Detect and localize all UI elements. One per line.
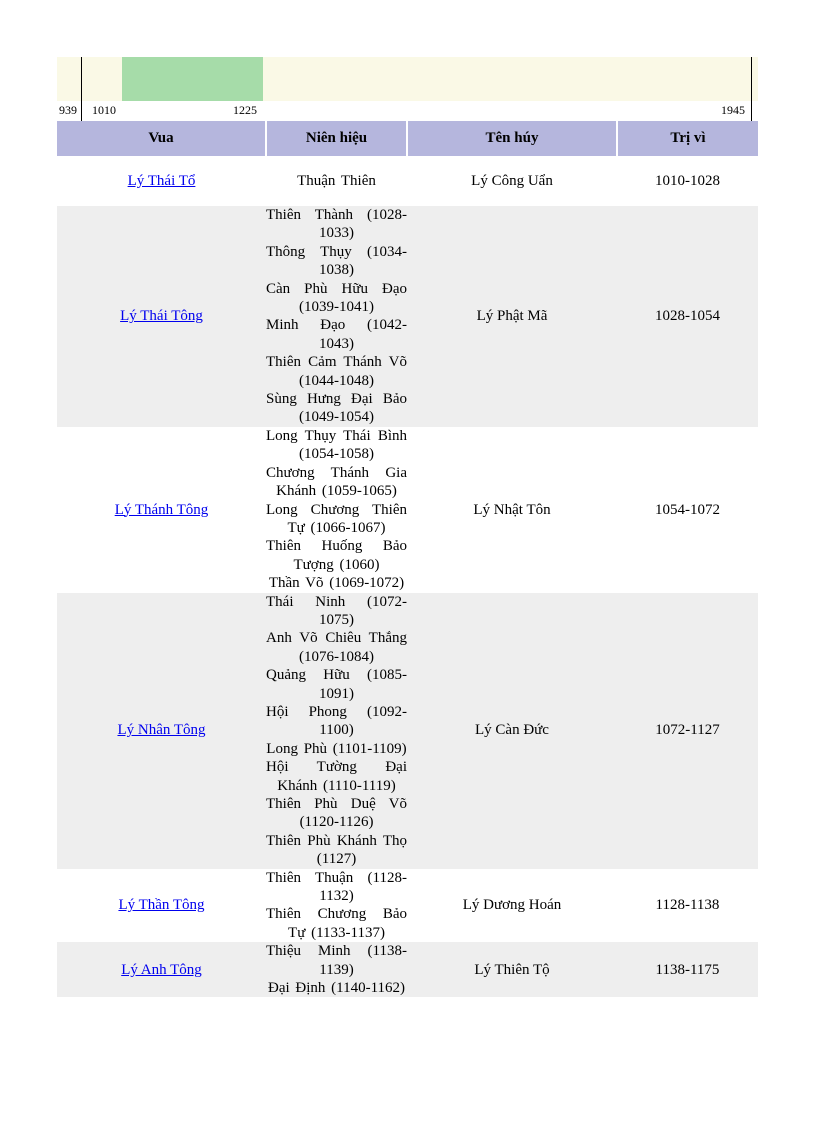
reign-cell: 1010-1028: [617, 156, 758, 206]
era-name: Chương Thánh Gia Khánh (1059-1065): [266, 464, 407, 500]
era-cell: [266, 593, 407, 869]
era-cell: [266, 156, 407, 206]
personal-name-cell: Lý Phật Mã: [407, 206, 617, 427]
king-cell: [57, 427, 266, 593]
timeline-highlight-ly-dynasty: [122, 57, 263, 101]
table-row: [57, 427, 758, 593]
table-header-row: [57, 121, 758, 156]
header-personal-name: Tên húy: [407, 121, 617, 156]
era-name: Thiên Cảm Thánh Võ (1044-1048): [266, 354, 407, 389]
timeline-marker-start: [81, 57, 82, 121]
era-name: Càn Phù Hữu Đạo (1039-1041): [266, 280, 407, 316]
table-row: [57, 156, 758, 206]
reign-cell: 1028-1054: [617, 206, 758, 427]
era-cell: [266, 206, 407, 427]
king-cell: [57, 206, 266, 427]
king-link[interactable]: Lý Thái Tông: [120, 308, 203, 325]
era-name: Hội Tường Đại Khánh (1110-1119): [266, 759, 407, 794]
era-name: Thiên Huống Bảo Tượng (1060): [266, 538, 407, 573]
king-link[interactable]: Lý Anh Tông: [121, 961, 202, 978]
personal-name-cell: Lý Dương Hoán: [407, 869, 617, 943]
ly-dynasty-kings-table: [57, 121, 758, 997]
era-cell: [266, 942, 407, 997]
king-cell: [57, 593, 266, 869]
era-name: Thuận Thiên: [297, 172, 376, 189]
personal-name-cell: Lý Càn Đức: [407, 593, 617, 869]
personal-name-cell: Lý Thiên Tộ: [407, 942, 617, 997]
header-era-name: Niên hiệu: [266, 121, 407, 156]
king-link[interactable]: Lý Thánh Tông: [114, 501, 209, 518]
timeline-bar: [57, 57, 758, 101]
reign-cell: 1138-1175: [617, 942, 758, 997]
reign-cell: 1072-1127: [617, 593, 758, 869]
table-row: [57, 869, 758, 943]
era-name: Thiên Phù Khánh Thọ (1127): [266, 832, 407, 868]
era-name: Sùng Hưng Đại Bảo (1049-1054): [266, 391, 407, 426]
timeline-label-939: 939: [59, 103, 77, 117]
era-name: Quảng Hữu (1085-1091): [266, 667, 407, 702]
era-name: Thiên Thành (1028-1033): [266, 207, 407, 242]
era-name: Thiên Chương Bảo Tự (1133-1137): [266, 906, 407, 941]
reign-cell: 1128-1138: [617, 869, 758, 943]
era-cell: [266, 427, 407, 593]
reign-cell: 1054-1072: [617, 427, 758, 593]
king-link[interactable]: Lý Thần Tông: [118, 897, 205, 914]
timeline-label-1225: 1225: [233, 103, 257, 117]
era-name: Hội Phong (1092-1100): [266, 703, 407, 739]
timeline-label-1010: 1010: [92, 103, 116, 117]
era-name: Minh Đạo (1042-1043): [266, 317, 407, 352]
era-name: Long Thụy Thái Bình (1054-1058): [266, 427, 407, 463]
era-name: Thiên Thuận (1128-1132): [266, 869, 407, 905]
king-cell: [57, 942, 266, 997]
header-reign: Trị vì: [617, 121, 758, 156]
king-link[interactable]: Lý Thái Tổ: [127, 172, 196, 189]
personal-name-cell: Lý Nhật Tôn: [407, 427, 617, 593]
era-name: Long Chương Thiên Tự (1066-1067): [266, 501, 407, 536]
table-row: [57, 206, 758, 427]
era-name: Thần Võ (1069-1072): [268, 575, 405, 592]
table-row: [57, 593, 758, 869]
era-cell: [266, 869, 407, 943]
king-cell: [57, 869, 266, 943]
era-name: Thiên Phù Duệ Võ (1120-1126): [266, 796, 407, 831]
king-cell: [57, 156, 266, 206]
era-name: Long Phù (1101-1109): [266, 740, 407, 757]
timeline-label-1945: 1945: [721, 103, 745, 117]
table-row: [57, 942, 758, 997]
personal-name-cell: Lý Công Uẩn: [407, 156, 617, 206]
era-name: Thông Thụy (1034-1038): [266, 243, 407, 279]
era-name: Thiệu Minh (1138-1139): [266, 943, 407, 978]
timeline-marker-end: [751, 57, 752, 121]
era-name: Anh Võ Chiêu Thắng (1076-1084): [266, 630, 407, 665]
era-name: Thái Ninh (1072-1075): [266, 593, 407, 628]
era-name: Đại Định (1140-1162): [267, 980, 406, 997]
king-link[interactable]: Lý Nhân Tông: [117, 722, 206, 739]
header-king: Vua: [57, 121, 266, 156]
